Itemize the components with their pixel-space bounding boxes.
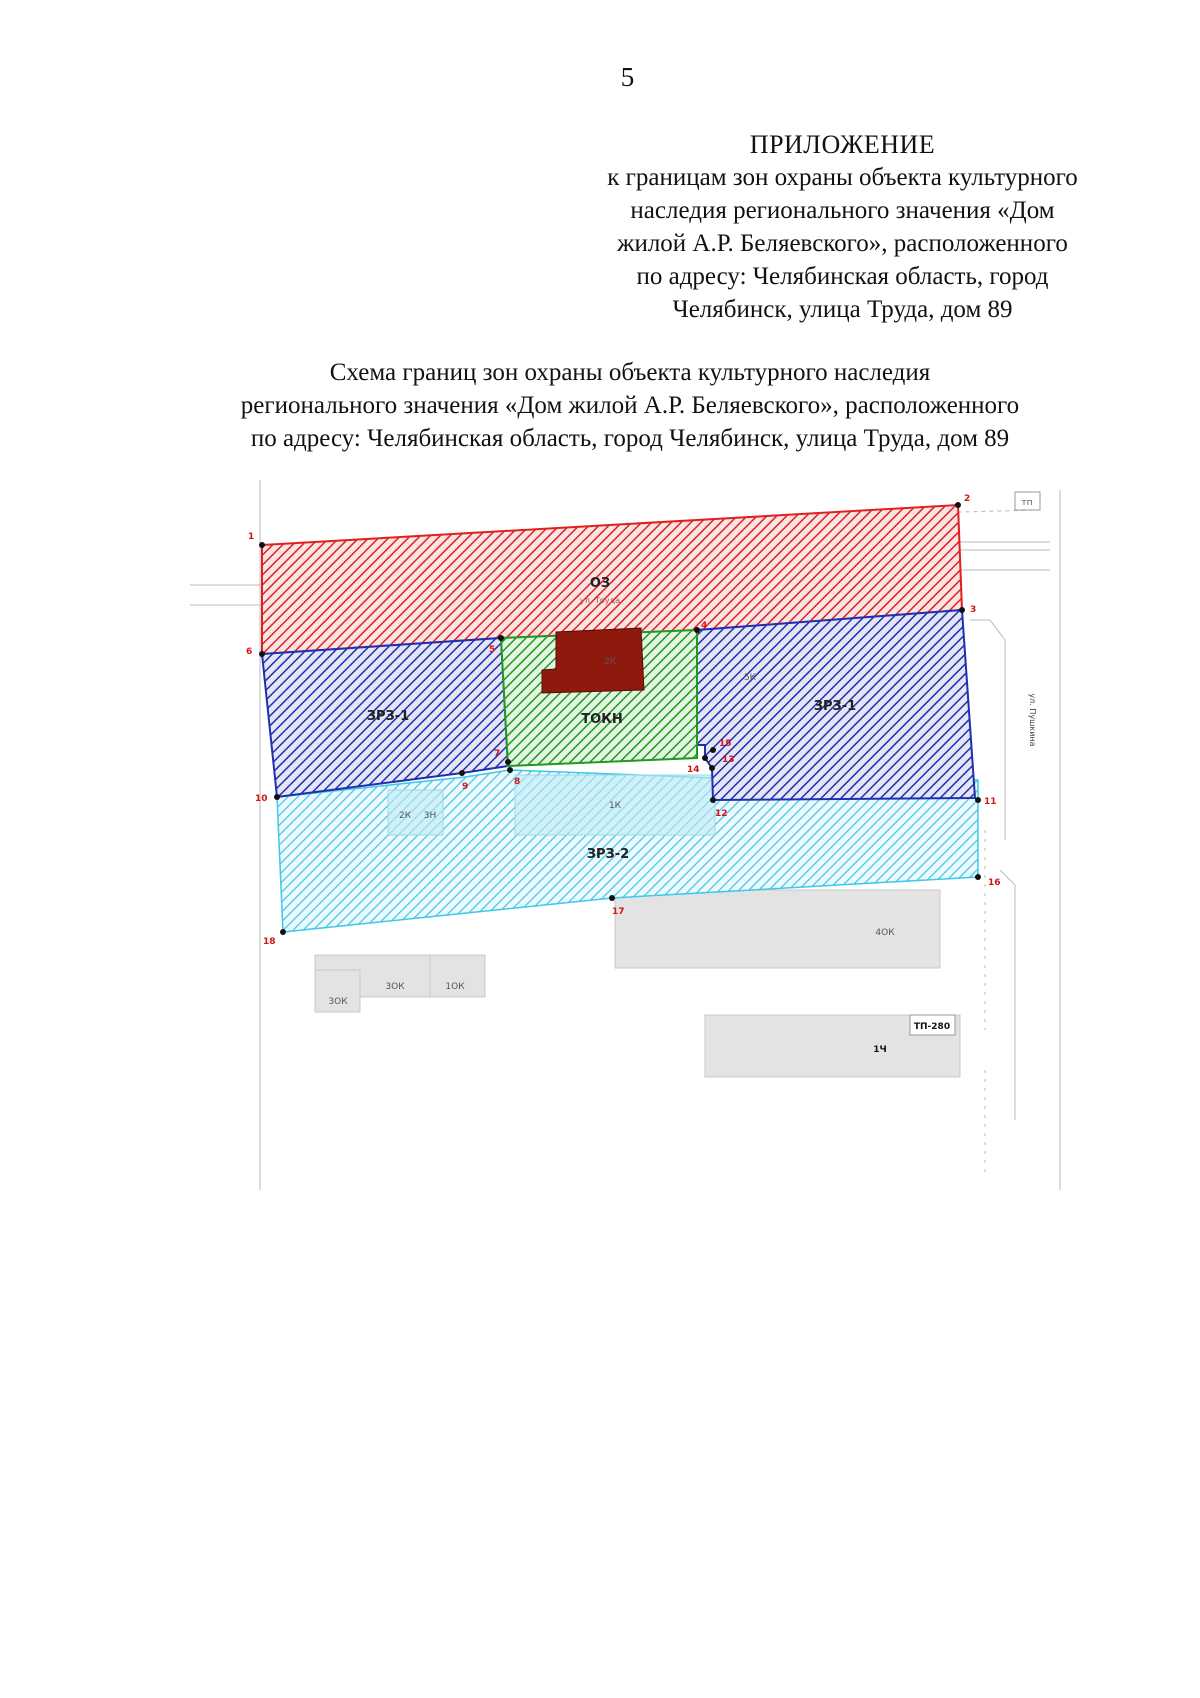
building-label: 2К (398, 811, 412, 821)
boundary-point-marker (959, 607, 965, 613)
boundary-point-marker (709, 765, 715, 771)
building-label: 3ОК (385, 982, 405, 992)
boundary-point-marker (498, 635, 504, 641)
boundary-point-marker (259, 651, 265, 657)
boundary-point-marker (507, 767, 513, 773)
zone-label-zrz-1-left: ЗРЗ-1 (366, 709, 410, 724)
boundary-point-marker (694, 627, 700, 633)
building-label: ТП-280 (913, 1022, 951, 1032)
appendix-line: к границам зон охраны объекта культурного (607, 164, 1078, 191)
building-label: 5К (743, 673, 757, 683)
boundary-point-label: 11 (984, 797, 997, 807)
appendix-line: наследия регионального значения «Дом (630, 197, 1055, 224)
appendix-line: по адресу: Челябинская область, город (636, 263, 1049, 290)
zone-label-zrz-1-right: ЗРЗ-1 (813, 699, 857, 714)
building-label: 2К (603, 657, 617, 667)
boundary-point-marker (459, 770, 465, 776)
boundary-point-marker (609, 895, 615, 901)
boundary-point-marker (710, 797, 716, 803)
boundary-point-marker (975, 874, 981, 880)
scheme-title-line: Схема границ зон охраны объекта культурного наследия (329, 359, 931, 386)
zone-label-zrz-2: ЗРЗ-2 (586, 847, 630, 862)
boundary-point-label: 17 (612, 907, 625, 917)
boundary-point-label: 6 (246, 647, 253, 657)
boundary-point-label: 14 (687, 765, 700, 775)
boundary-point-label: 2 (964, 494, 971, 504)
street-label-pushkina: ул. Пушкина (1028, 693, 1037, 747)
scheme-title (160, 356, 1100, 455)
boundary-point-label: 5 (489, 645, 496, 655)
boundary-point-label: 9 (462, 782, 469, 792)
zone-boundary-map (0, 470, 1200, 1210)
boundary-point-marker (702, 755, 708, 761)
scheme-title-line: регионального значения «Дом жилой А.Р. Беляевского», расположенного (240, 392, 1020, 419)
scheme-title-line: по адресу: Челябинская область, город Челябинск, улица Труда, дом 89 (250, 425, 1010, 452)
building-label: 3Н (423, 811, 437, 821)
boundary-point-label: 8 (514, 777, 521, 787)
appendix-header (560, 128, 1125, 326)
zone-label-oz: ОЗ (589, 576, 611, 591)
boundary-point-label: 18 (263, 937, 276, 947)
boundary-point-label: 10 (255, 794, 268, 804)
boundary-point-label: 16 (988, 878, 1001, 888)
street-label-trudy: ул. Труда (579, 596, 621, 605)
boundary-point-label: 15 (719, 739, 732, 749)
boundary-point-marker (274, 794, 280, 800)
appendix-line: жилой А.Р. Беляевского», расположенного (617, 230, 1068, 257)
zone-label-tokn: ТОКН (581, 712, 623, 727)
boundary-point-marker (505, 759, 511, 765)
boundary-point-marker (975, 797, 981, 803)
heritage-object (542, 628, 644, 693)
building-label: 1К (608, 801, 622, 811)
boundary-point-label: 3 (970, 605, 977, 615)
building-label: 1Ч (873, 1045, 887, 1055)
boundary-point-label: 12 (715, 809, 728, 819)
building-label: тп (1021, 498, 1033, 508)
boundary-point-label: 4 (701, 621, 708, 631)
boundary-point-marker (710, 747, 716, 753)
boundary-point-label: 1 (248, 532, 255, 542)
boundary-point-marker (955, 502, 961, 508)
boundary-point-marker (259, 542, 265, 548)
boundary-point-label: 13 (722, 755, 735, 765)
building-label: 4ОК (875, 928, 895, 938)
boundary-point-label: 7 (494, 749, 501, 759)
appendix-line: Челябинск, улица Труда, дом 89 (672, 296, 1013, 323)
building-label: 1ОК (445, 982, 465, 992)
page-number: 5 (620, 62, 635, 92)
boundary-point-marker (280, 929, 286, 935)
building-label: 3ОК (328, 997, 348, 1007)
appendix-heading: ПРИЛОЖЕНИЕ (749, 130, 936, 159)
